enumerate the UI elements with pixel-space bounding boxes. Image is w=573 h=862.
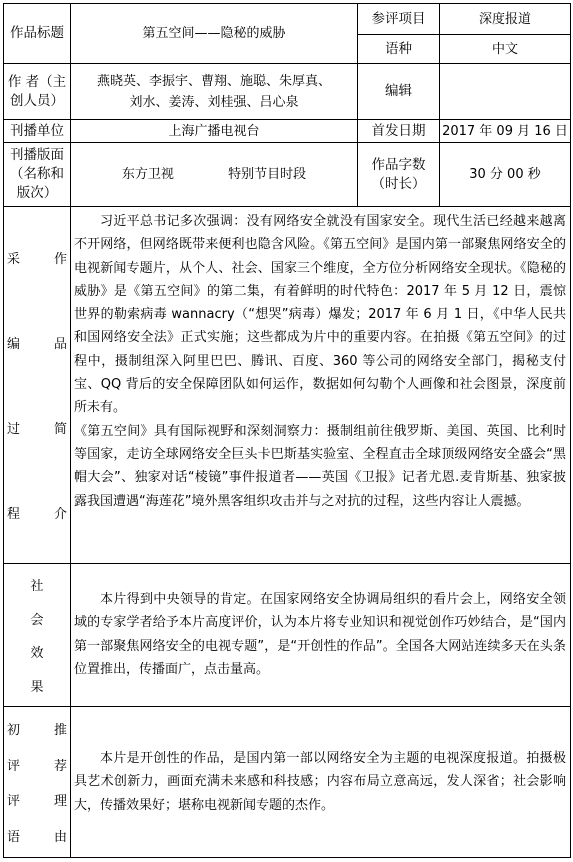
- effect-label-char-4: 果: [30, 680, 44, 696]
- review-label-char-6: 理: [53, 794, 67, 810]
- authors-label: [4, 64, 71, 120]
- authors-line1: 燕晓英、李振宇、曹翔、施聪、朱厚真、: [96, 73, 331, 89]
- length-label-line2: （时长）: [371, 175, 426, 192]
- process-paragraph-2: 《第五空间》具有国际视野和深刻洞察力：摄制组前往俄罗斯、美国、英国、比利时等国家，走访全球网络安全巨头卡巴斯基实验室、全程直击全球顶级网络安全盛会“黑帽大会”、独家对话“棱镜”事件报道者——英国《卫报》记者尤恩.麦肯斯基、独家披露我国遭遇“海莲花”境外黑客组织攻击并与之对抗的过程，这些内容让人震撼。: [74, 423, 566, 509]
- layout-label-line1: 刊播版面: [10, 147, 64, 163]
- language-value: 中文: [440, 35, 571, 64]
- review-paragraph: 本片是开创性的作品，是国内第一部以网络安全为主题的电视深度报道。拍摄极具艺术创新力，画面充满未来感和科技感；内容布局立意高远，发人深省；社会影响大，传播效果好；堪称电视新闻专题的杰作。: [74, 751, 566, 813]
- review-label-char-5: 评: [7, 794, 21, 810]
- layout-label-line2: （名称和: [10, 166, 64, 182]
- authors-label-line1: 作 者（主: [7, 73, 67, 90]
- entry-value: 深度报道: [440, 4, 571, 35]
- review-label-char-3: 评: [7, 758, 21, 774]
- publish-unit-value: 上海广播电视台: [71, 120, 358, 143]
- review-label-char-4: 荐: [53, 758, 67, 774]
- length-label: [358, 143, 440, 207]
- length-label-line1: 作品字数: [371, 156, 426, 173]
- publish-unit-label: 刊播单位: [4, 120, 71, 143]
- process-label-char-5: 过: [7, 422, 21, 437]
- process-label-char-1: 采: [7, 252, 21, 267]
- effect-text: [71, 564, 571, 707]
- length-value: 30 分 00 秒: [440, 143, 571, 207]
- effect-label: [4, 564, 71, 707]
- title-value: 第五空间——隐秘的威胁: [71, 4, 358, 64]
- process-label: [4, 207, 71, 564]
- process-label-char-8: 介: [53, 507, 67, 522]
- effect-label-char-1: 社: [30, 578, 44, 594]
- layout-value: [71, 143, 358, 207]
- effect-label-char-3: 效: [30, 646, 44, 662]
- first-date-label: 首发日期: [358, 120, 440, 143]
- first-date-value: 2017 年 09 月 16 日: [440, 120, 571, 143]
- review-text: [71, 707, 571, 858]
- effect-paragraph: 本片得到中央领导的肯定。在国家网络安全协调局组织的看片会上，网络安全领域的专家学者给予本片高度评价，认为本片将专业知识和视觉创作巧妙结合，是“国内第一部聚焦网络安全的电视专题”，是“开创性的作品”。全国各大网站连续多天在头条位置推出，传播面广，点击量高。: [74, 592, 566, 677]
- process-label-char-6: 简: [53, 422, 67, 437]
- layout-label-line3: 版次）: [16, 185, 58, 201]
- entry-label: 参评项目: [358, 4, 440, 35]
- authors-line2: 刘水、姜涛、刘桂强、吕心泉: [129, 94, 299, 110]
- process-text: [71, 207, 571, 564]
- process-label-char-4: 品: [53, 337, 67, 352]
- review-label-char-8: 由: [53, 830, 67, 846]
- program-slot: 特别节目时段: [228, 167, 307, 182]
- review-label-char-1: 初: [7, 722, 21, 738]
- effect-label-char-2: 会: [30, 612, 44, 628]
- language-label: 语种: [358, 35, 440, 64]
- editor-value: [440, 64, 571, 120]
- channel-name: 东方卫视: [121, 167, 174, 182]
- layout-label: [4, 143, 71, 207]
- title-label: 作品标题: [4, 4, 71, 64]
- editor-label: 编辑: [358, 64, 440, 120]
- review-label-char-7: 语: [7, 830, 21, 846]
- process-label-char-2: 作: [53, 252, 67, 267]
- process-label-char-7: 程: [7, 507, 21, 522]
- authors-value: [71, 64, 358, 120]
- review-label: [4, 707, 71, 858]
- process-paragraph-1: 习近平总书记多次强调：没有网络安全就没有国家安全。现代生活已经越来越离不开网络，但网络既带来便利也隐含风险。《第五空间》是国内第一部聚焦网络安全的电视新闻专题片，从个人、社会、国家三个维度，全方位分析网络安全现状。《隐秘的威胁》是《第五空间》的第二集，有着鲜明的时代特色：2017 年 5 月 12 日，震惊世界的勒索病毒 wannacry（“想哭”病毒）爆发；2017 年 6 月 1 日，《中华人民共和国网络安全法》正式实施；这些都成为片中的重要内容。在拍摄《第五空间》的过程中，摄制组深入阿里巴巴、腾讯、百度、360 等公司的网络安全部门，揭秘支付宝、QQ 背后的安全保障团队如何运作，数据如何勾勒个人画像和社会图景，深度前所未有。: [74, 214, 566, 416]
- review-label-char-2: 推: [53, 722, 67, 738]
- process-label-char-3: 编: [7, 337, 21, 352]
- entry-form-table: [3, 3, 571, 858]
- authors-label-line2: 创人员）: [10, 92, 64, 109]
